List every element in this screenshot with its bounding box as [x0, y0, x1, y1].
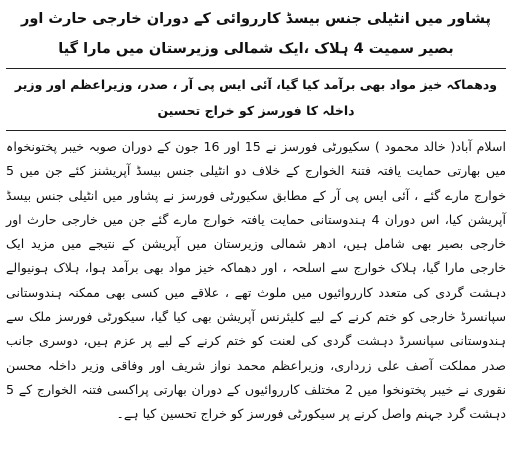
divider	[6, 130, 506, 131]
subheadline: ودھماکہ خیز مواد بھی برآمد کیا گیا، آئی ایس پی آر ، صدر، وزیراعظم اور وزیر داخلہ کا فورسز کو خراج تحسین	[14, 77, 498, 118]
headline: پشاور میں انٹیلی جنس بیسڈ کارروائی کے دوران خارجی حارث اور بصیر سمیت 4 ہلاک ،ایک شمالی وزیرستان میں مارا گیا	[21, 11, 491, 57]
article-body: اسلام آباد( خالد محمود ) سکیورٹی فورسز نے 15 اور 16 جون کے دوران صوبہ خیبر پختونخواہ میں بھارتی حمایت یافتہ فتنۃ الخوارج کے خلاف دو انٹیلی جنس بیسڈ آپریشنز کئے جن میں 5 خوارج مارے گئے ، آئی ایس پی آر کے مطابق سکیورٹی فورسز نے پشاور میں انٹیلی جنس بیسڈ آپریشن کیا، اس دوران 4 ہندوستانی حمایت یافتہ خوارج مارے گئے جن میں خارجی حارث اور خارجی بصیر بھی شامل ہیں، ادھر شمالی وزیرستان میں آپریشن کے نتیجے میں مزید ایک خارجی مارا گیا، ہلاک خوارج سے اسلحہ ، اور دھماکہ خیز مواد بھی برآمد ہوا، ہلاک ہونیوالے دہشت گردی کی متعدد کارروائیوں میں ملوث تھے ، علاقے میں کسی بھی ممکنہ ہندوستانی سپانسرڈ خارجی کو ختم کرنے کے لیے کلیئرنس آپریشن بھی کیا گیا، سیکورٹی فورسز ملک سے ہندوستانی سپانسرڈ دہشت گردی کی لعنت کو ختم کرنے کے لیے پر عزم ہیں، دوسری جانب صدر مملکت آصف علی زرداری، وزیراعظم محمد نواز شریف اور وفاقی وزیر داخلہ محسن نقوری نے خیبر پختونخوا میں 2 مختلف کارروائیوں کے دوران بھارتی پراکسی فتنہ الخوارج کے 5 دہشت گرد جہنم واصل کرنے پر سیکورٹی فورسز کو خراج تحسین کیا ہے۔	[6, 139, 506, 422]
